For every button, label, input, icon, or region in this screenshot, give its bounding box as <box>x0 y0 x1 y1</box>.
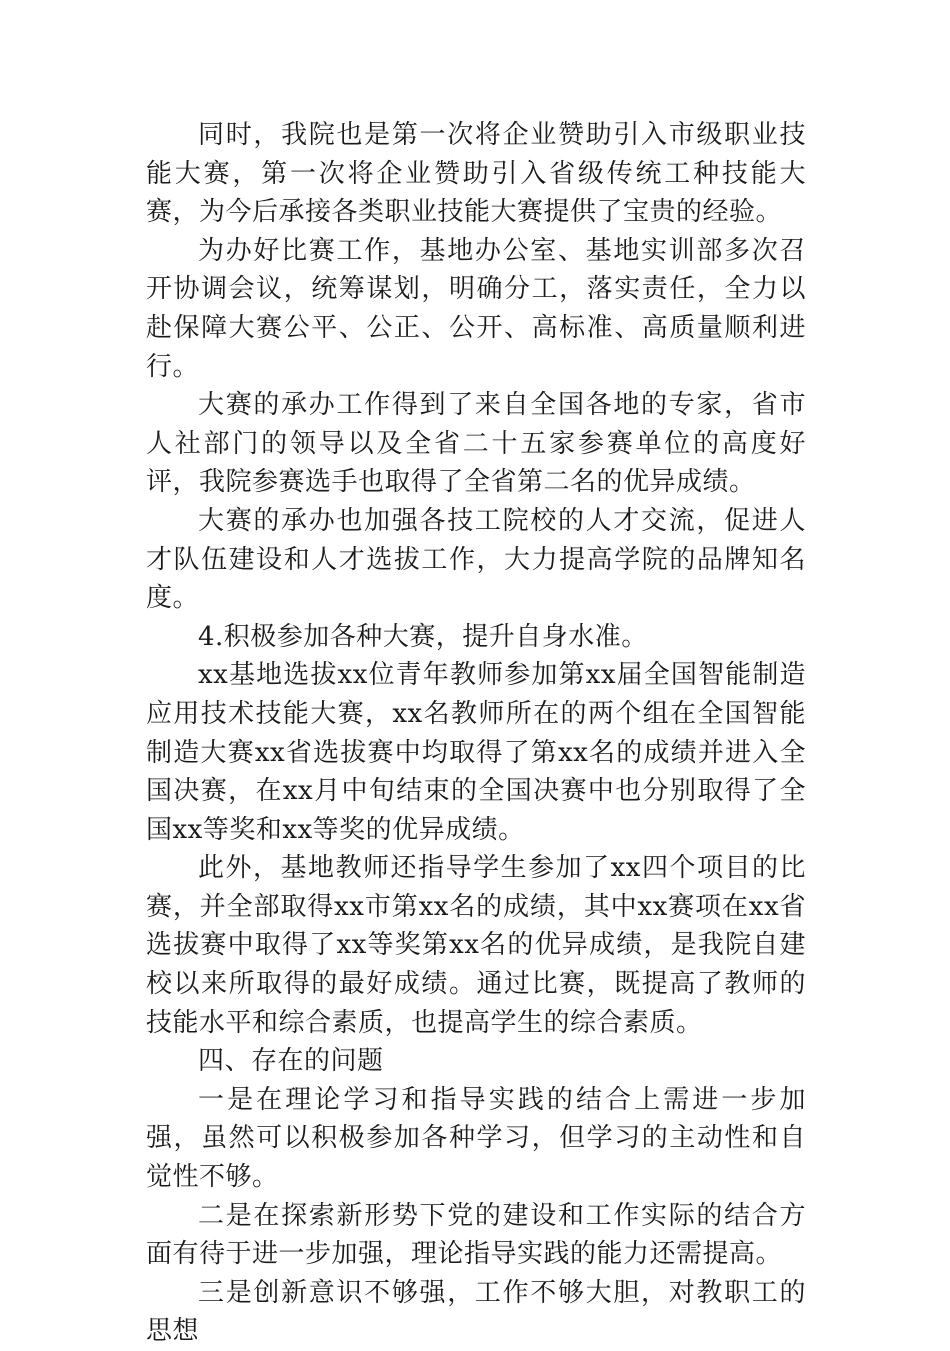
paragraph-teacher-competition: xx基地选拔xx位青年教师参加第xx届全国智能制造应用技术技能大赛，xx名教师所在的两个组在全国智能制造大赛xx省选拔赛中均取得了第xx名的成绩并进入全国决赛，在xx月中旬结束的全国决赛中也分别取得了全国xx等奖和xx等奖的优异成绩。 <box>146 660 806 845</box>
paragraph-student-competition: 此外，基地教师还指导学生参加了xx四个项目的比赛，并全部取得xx市第xx名的成绩，其中xx赛项在xx省选拔赛中取得了xx等奖第xx名的优异成绩，是我院自建校以来所取得的最好成绩。通过比赛，既提高了教师的技能水平和综合素质，也提高学生的综合素质。 <box>146 853 806 1038</box>
section-heading-problems: 四、存在的问题 <box>198 1046 384 1077</box>
paragraph-talent-exchange: 大赛的承办也加强各技工院校的人才交流，促进人才队伍建设和人才选拔工作，大力提高学院的品牌知名度。 <box>146 505 806 614</box>
paragraph-enterprise-sponsorship: 同时，我院也是第一次将企业赞助引入市级职业技能大赛，第一次将企业赞助引入省级传统工种技能大赛，为今后承接各类职业技能大赛提供了宝贵的经验。 <box>146 120 806 228</box>
paragraph-competition-praise: 大赛的承办工作得到了来自全国各地的专家，省市人社部门的领导以及全省二十五家参赛单位的高度好评，我院参赛选手也取得了全省第二名的优异成绩。 <box>146 390 806 498</box>
section-heading-competitions: 4.积极参加各种大赛，提升自身水准。 <box>198 621 648 652</box>
document-page <box>146 116 806 1351</box>
paragraph-coordination-meetings: 为办好比赛工作，基地办公室、基地实训部多次召开协调会议，统筹谋划，明确分工，落实责任，全力以赴保障大赛公平、公正、公开、高标准、高质量顺利进行。 <box>146 235 806 382</box>
paragraph-problem-one: 一是在理论学习和指导实践的结合上需进一步加强，虽然可以积极参加各种学习，但学习的主动性和自觉性不够。 <box>146 1084 806 1193</box>
paragraph-problem-three: 三是创新意识不够强，工作不够大胆，对教职工的思想 <box>146 1277 806 1347</box>
paragraph-problem-two: 二是在探索新形势下党的建设和工作实际的结合方面有待于进一步加强，理论指导实践的能力还需提高。 <box>146 1200 806 1270</box>
